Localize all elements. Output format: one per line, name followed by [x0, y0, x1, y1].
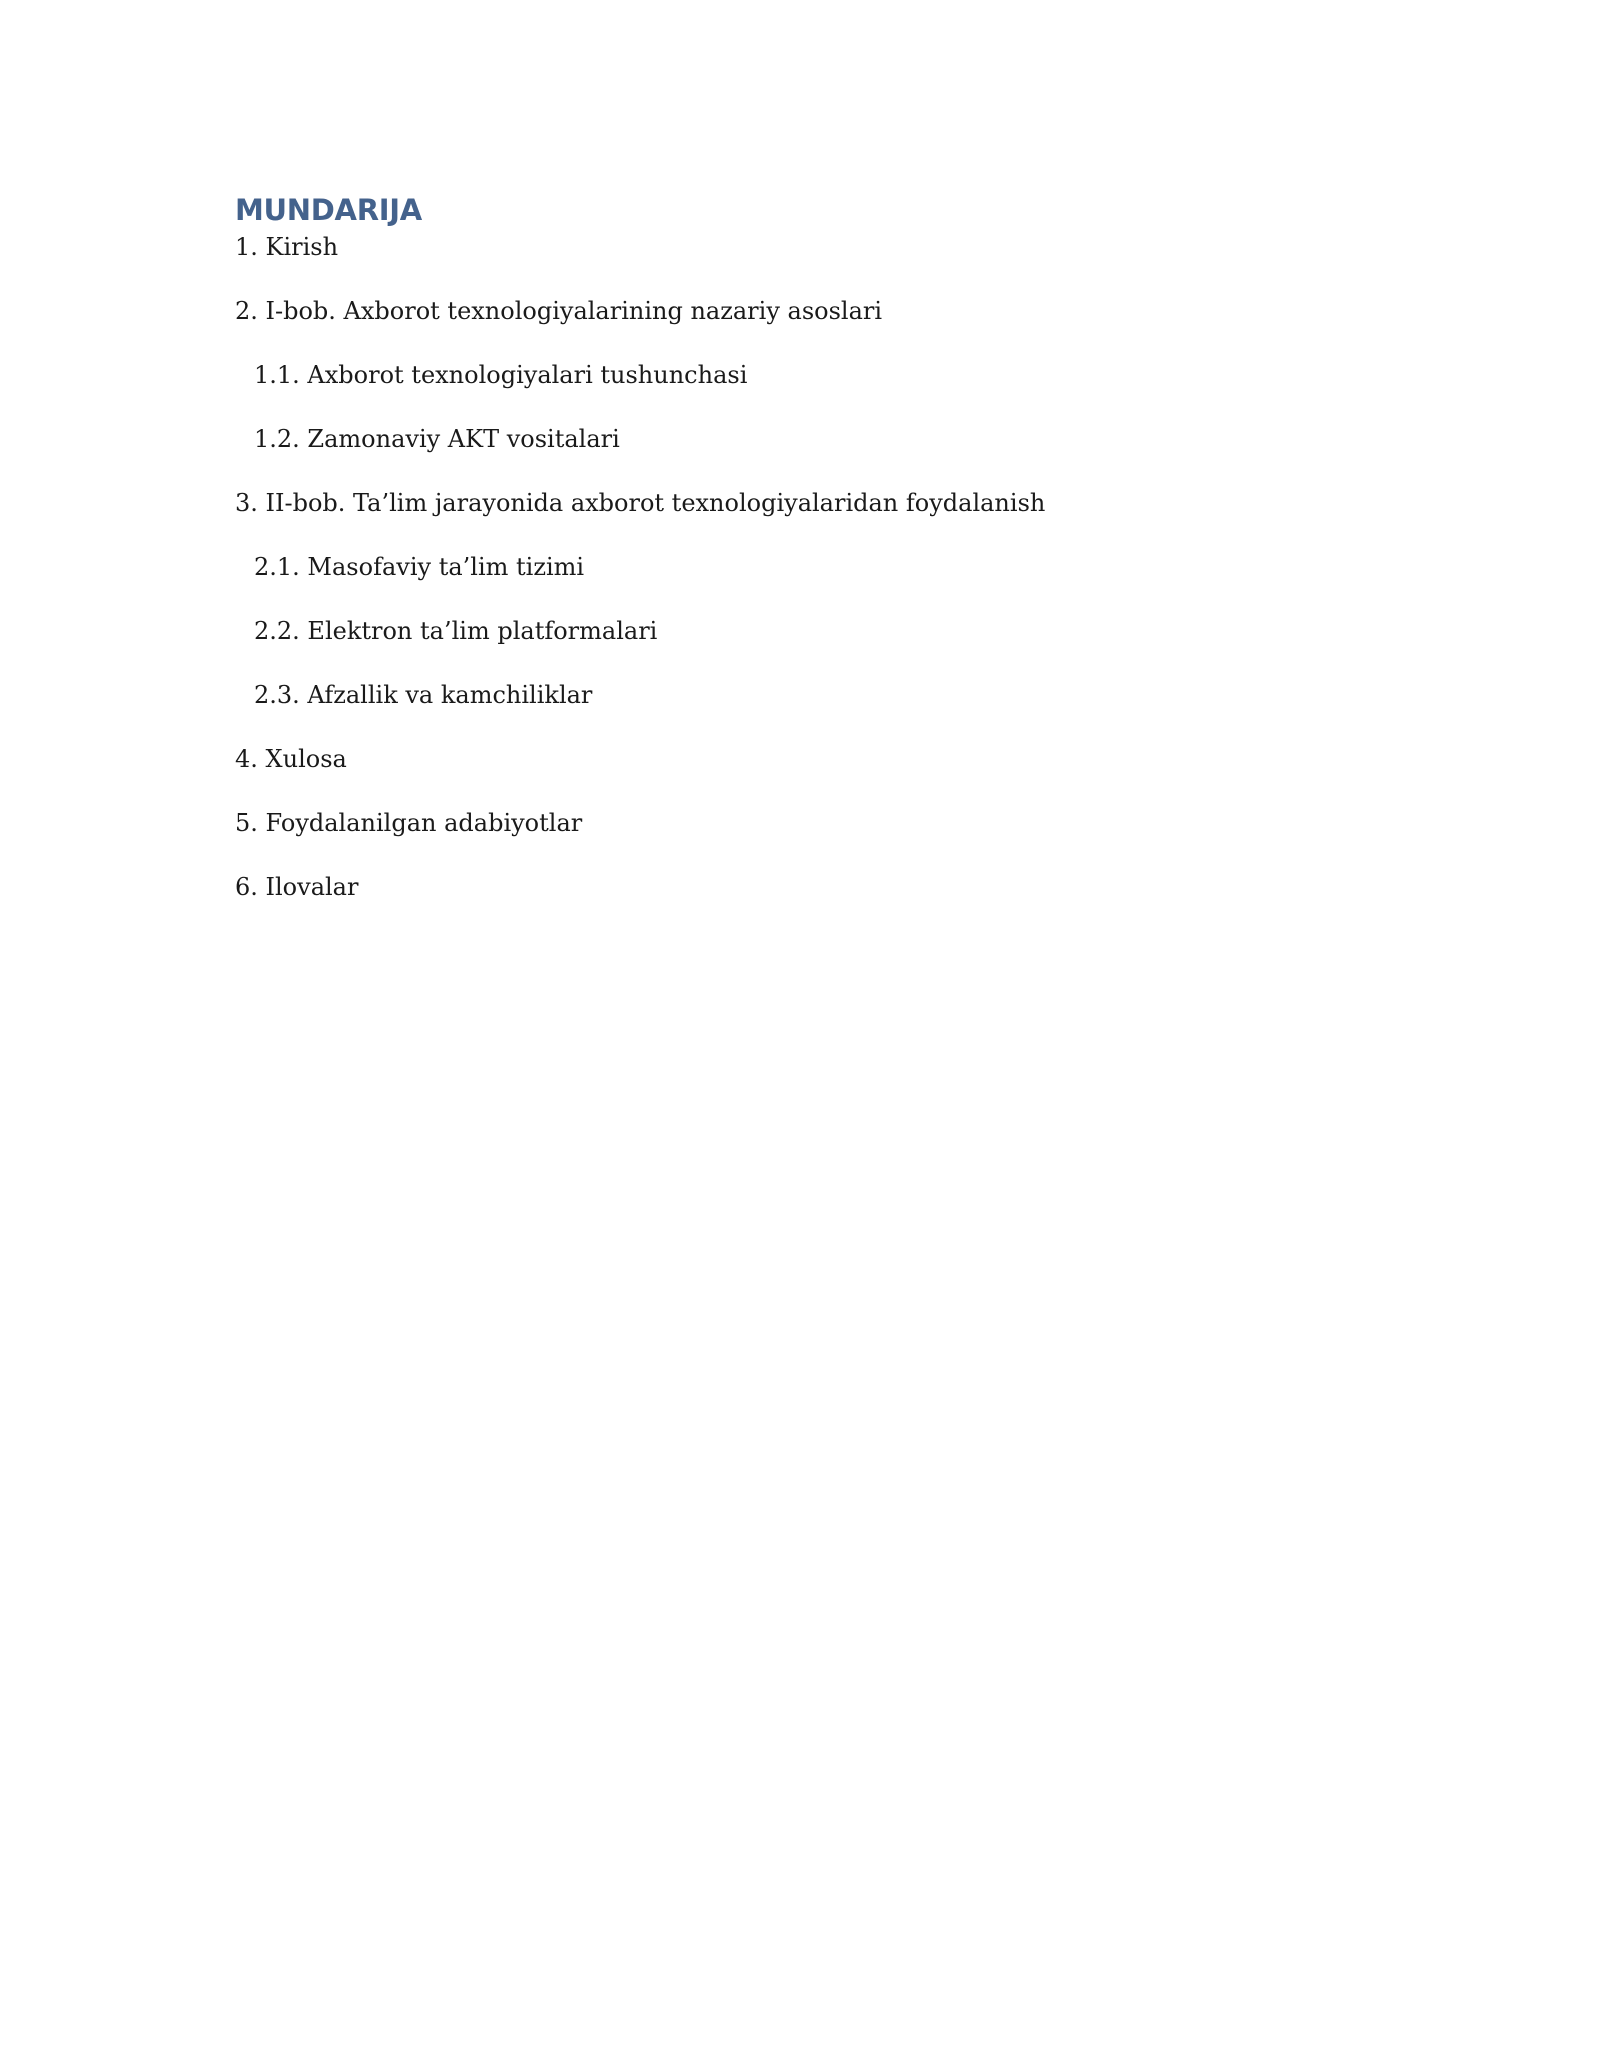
toc-subitem-2-3: 2.3. Afzallik va kamchiliklar: [254, 681, 593, 709]
toc-item-kirish: 1. Kirish: [235, 233, 339, 261]
toc-item-xulosa: 4. Xulosa: [235, 745, 347, 773]
toc-list: [235, 230, 1365, 934]
toc-heading: MUNDARIJA: [235, 193, 422, 227]
toc-item-ilovalar: 6. Ilovalar: [235, 873, 359, 901]
toc-item-adabiyotlar: 5. Foydalanilgan adabiyotlar: [235, 809, 583, 837]
table-of-contents: [235, 190, 1365, 934]
toc-subitem-2-1: 2.1. Masofaviy ta’lim tizimi: [254, 553, 585, 581]
toc-subitem-1-1: 1.1. Axborot texnologiyalari tushunchasi: [254, 361, 748, 389]
toc-item-chapter-1: 2. I-bob. Axborot texnologiyalarining nazariy asoslari: [235, 297, 883, 325]
toc-item-chapter-2: 3. II-bob. Ta’lim jarayonida axborot texnologiyalaridan foydalanish: [235, 489, 1046, 517]
toc-subitem-2-2: 2.2. Elektron ta’lim platformalari: [254, 617, 658, 645]
toc-subitem-1-2: 1.2. Zamonaviy AKT vositalari: [254, 425, 620, 453]
